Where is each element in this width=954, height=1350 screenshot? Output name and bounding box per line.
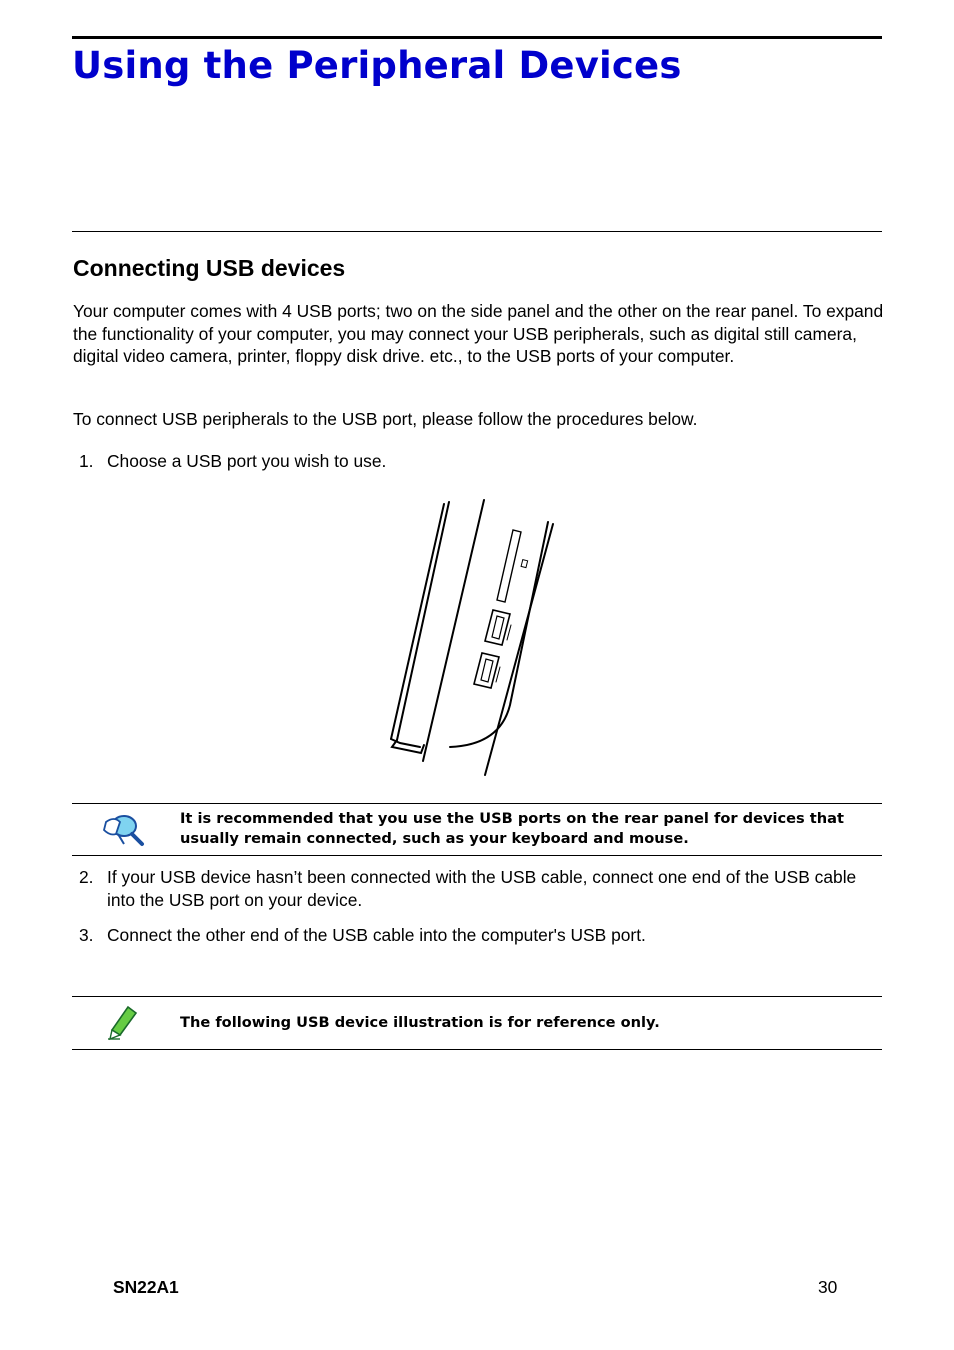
step-number: 2. xyxy=(79,867,94,887)
section-divider xyxy=(72,231,882,232)
step-text: If your USB device hasn’t been connected with the USB cable, connect one end of the USB cable into the USB port on your device. xyxy=(107,867,857,910)
step-text: Choose a USB port you wish to use. xyxy=(107,451,387,471)
note-text: It is recommended that you use the USB ports on the rear panel for devices that usually remain connected, such as your keyboard and mouse. xyxy=(180,810,845,847)
list-item xyxy=(79,924,879,947)
section-heading: Connecting USB devices xyxy=(73,255,346,281)
step-number: 3. xyxy=(79,925,94,945)
top-rule xyxy=(72,36,882,39)
footer-page-number: 30 xyxy=(818,1277,838,1297)
step-text: Connect the other end of the USB cable into the computer's USB port. xyxy=(107,925,646,945)
list-item xyxy=(79,450,879,473)
pencil-icon xyxy=(106,1005,140,1041)
side-panel-usb-illustration xyxy=(380,495,570,780)
footer-model: SN22A1 xyxy=(113,1277,179,1297)
magnifier-hand-icon xyxy=(102,812,146,848)
lead-in-paragraph: To connect USB peripherals to the USB port, please follow the procedures below. xyxy=(73,409,698,429)
intro-paragraph: Your computer comes with 4 USB ports; two on the side panel and the other on the rear panel. To expand the functionality of your computer, you may connect your USB peripherals, such as digital still camera, digital video camera, printer, floppy disk drive. etc., to the USB ports of your computer. xyxy=(73,301,884,366)
page-title: Using the Peripheral Devices xyxy=(72,44,682,87)
note-text: The following USB device illustration is for reference only. xyxy=(180,1014,660,1031)
step-number: 1. xyxy=(79,451,94,471)
note-box xyxy=(72,803,882,856)
note-box xyxy=(72,996,882,1050)
list-item xyxy=(79,866,879,911)
